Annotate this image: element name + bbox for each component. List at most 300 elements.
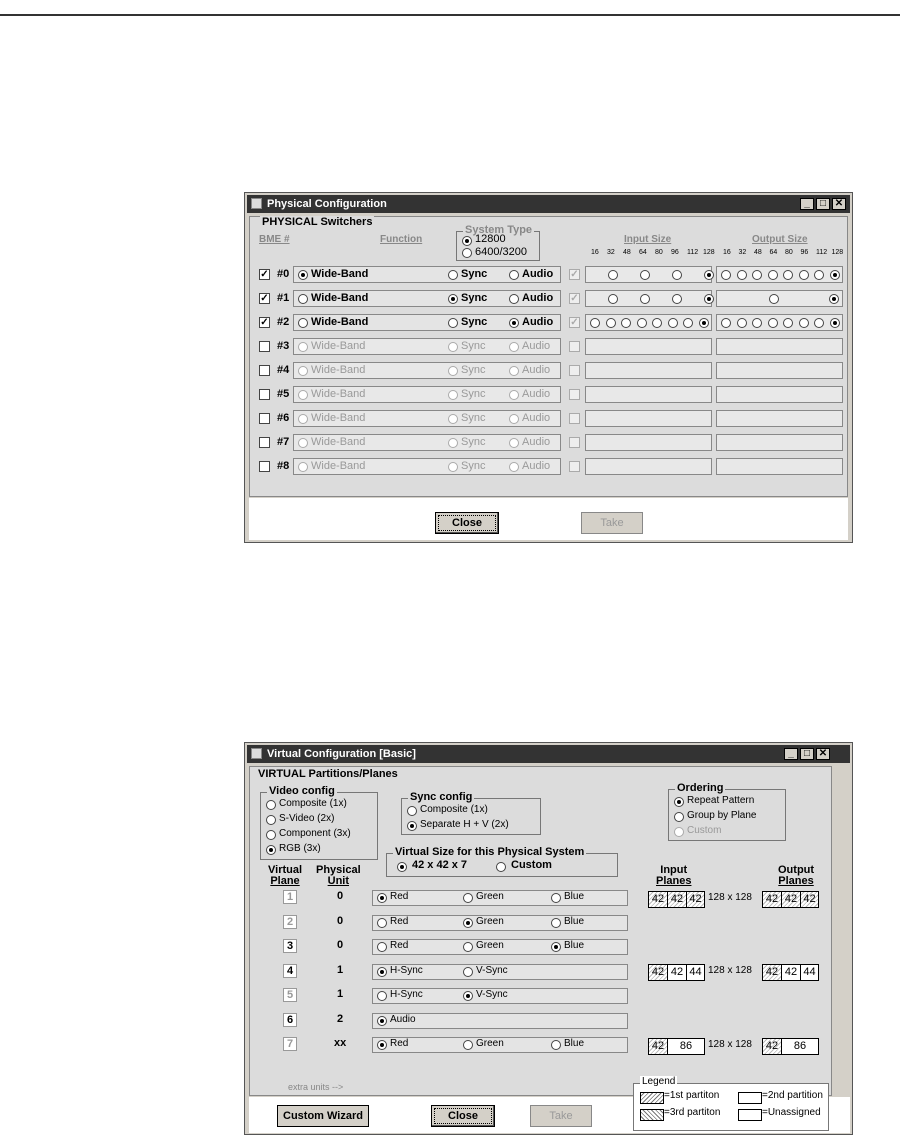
input-size-radio[interactable] xyxy=(699,318,709,328)
window-title: Physical Configuration xyxy=(267,198,387,210)
ordering-group xyxy=(668,782,786,841)
system-type-title: System Type xyxy=(465,224,533,236)
physical-unit-value: 1 xyxy=(337,963,344,976)
output-size-radio[interactable] xyxy=(829,294,839,304)
output-size-tick: 112 xyxy=(816,249,828,256)
close-button[interactable]: Close xyxy=(431,1105,495,1127)
input-enable-checkbox[interactable]: ✓ xyxy=(570,269,579,280)
legend-swatch-3rd xyxy=(640,1109,664,1121)
output-plane-cell: 42 xyxy=(801,892,818,907)
function-wide-band-label: Wide-Band xyxy=(311,388,366,400)
plane-option-label: Red xyxy=(390,1038,409,1049)
bme-id: #7 xyxy=(277,436,290,448)
plane-option-label: Red xyxy=(390,940,409,951)
input-size-radio[interactable] xyxy=(590,318,600,328)
input-size-tick: 32 xyxy=(607,249,615,256)
physical-unit-value: 2 xyxy=(337,1012,344,1025)
function-wide-band-radio[interactable] xyxy=(298,318,308,328)
bme-id: #1 xyxy=(277,292,290,304)
plane-option-label: Blue xyxy=(564,891,585,902)
function-sync-radio[interactable] xyxy=(448,462,458,472)
virtual-plane-number: 6 xyxy=(283,1013,297,1027)
function-sync-radio[interactable] xyxy=(448,342,458,352)
output-plane-cell: 42 xyxy=(763,965,782,980)
function-wide-band-radio[interactable] xyxy=(298,342,308,352)
function-audio-radio[interactable] xyxy=(509,414,519,424)
input-plane-cell: 42 xyxy=(649,892,668,907)
output-size-box xyxy=(716,314,843,331)
function-audio-label: Audio xyxy=(522,268,554,280)
output-size-header: Output Size xyxy=(752,234,808,245)
plane-assign-row xyxy=(372,988,628,1004)
virtual-config-window xyxy=(244,742,853,1135)
function-audio-label: Audio xyxy=(522,460,551,472)
bme-id: #5 xyxy=(277,388,290,400)
sync-config-title: Sync config xyxy=(410,791,473,803)
plane-size-label: 128 x 128 xyxy=(708,1039,752,1050)
bme-checkbox[interactable] xyxy=(259,341,270,352)
system-type-6400-radio[interactable] xyxy=(462,248,472,258)
input-plane-cell: 86 xyxy=(679,1040,693,1052)
window-icon xyxy=(251,748,262,759)
input-size-tick: 48 xyxy=(623,249,631,256)
input-planes-header: Input Planes xyxy=(656,864,692,887)
input-plane-cell: 42 xyxy=(649,965,668,980)
plane-assign-row xyxy=(372,964,628,980)
input-planes-box xyxy=(648,891,705,908)
page-rule xyxy=(0,14,900,16)
custom-wizard-button[interactable]: Custom Wizard xyxy=(277,1105,369,1127)
section-title: VIRTUAL Partitions/Planes xyxy=(258,768,398,780)
function-row xyxy=(293,362,561,379)
ordering-option-label: Custom xyxy=(687,825,722,836)
size-42-radio[interactable] xyxy=(397,862,407,872)
button-bar xyxy=(249,498,848,540)
output-size-tick: 80 xyxy=(785,249,793,256)
ordering-title: Ordering xyxy=(677,782,724,794)
function-wide-band-label: Wide-Band xyxy=(311,436,366,448)
plane-option-radio[interactable] xyxy=(377,967,387,977)
physical-unit-value: 0 xyxy=(337,914,344,927)
output-size-tick: 48 xyxy=(754,249,762,256)
plane-size-label: 128 x 128 xyxy=(708,965,752,976)
plane-option-radio[interactable] xyxy=(377,942,387,952)
output-plane-cell: 86 xyxy=(793,1040,807,1052)
system-type-6400-label: 6400/3200 xyxy=(475,246,527,258)
legend-unassigned: =Unassigned xyxy=(762,1107,821,1118)
bme-id: #4 xyxy=(277,364,290,376)
input-size-tick: 128 xyxy=(703,249,715,256)
plane-assign-row xyxy=(372,915,628,931)
window-title: Virtual Configuration [Basic] xyxy=(267,748,416,760)
bme-id: #2 xyxy=(277,316,290,328)
function-audio-radio[interactable] xyxy=(509,270,519,280)
input-enable-checkbox[interactable] xyxy=(569,437,580,448)
bme-checkbox[interactable]: ✓ xyxy=(260,269,269,280)
plane-option-radio[interactable] xyxy=(551,918,561,928)
input-enable-checkbox[interactable] xyxy=(569,413,580,424)
title-bar[interactable] xyxy=(247,745,850,763)
function-sync-label: Sync xyxy=(461,388,486,400)
legend-swatch-2nd xyxy=(738,1092,762,1104)
output-size-radio[interactable] xyxy=(783,318,793,328)
input-plane-cell: 42 xyxy=(649,1039,668,1054)
plane-assign-row xyxy=(372,1037,628,1053)
size-custom-radio[interactable] xyxy=(496,862,506,872)
physical-switchers-panel xyxy=(249,216,848,497)
function-audio-label: Audio xyxy=(522,412,551,424)
input-size-radio[interactable] xyxy=(704,294,714,304)
output-size-radio[interactable] xyxy=(721,318,731,328)
output-size-radio[interactable] xyxy=(783,270,793,280)
window-icon xyxy=(251,198,262,209)
plane-option-label: Red xyxy=(390,915,409,927)
function-audio-radio[interactable] xyxy=(509,318,519,328)
output-size-tick: 32 xyxy=(738,249,747,256)
function-sync-label: Sync xyxy=(461,436,486,448)
title-bar[interactable] xyxy=(247,195,850,213)
function-sync-radio[interactable] xyxy=(448,390,458,400)
output-size-box xyxy=(716,362,843,379)
virtual-plane-number: 2 xyxy=(283,915,297,929)
virtual-plane-number: 7 xyxy=(283,1037,297,1051)
legend-title: Legend xyxy=(642,1076,676,1087)
function-audio-label: Audio xyxy=(522,388,551,400)
output-size-radio[interactable] xyxy=(814,318,824,328)
plane-assign-row xyxy=(372,890,628,906)
maximize-button[interactable]: □ xyxy=(800,748,814,760)
plane-option-label: Green xyxy=(476,940,504,951)
function-audio-radio[interactable] xyxy=(509,294,519,304)
input-size-radio[interactable] xyxy=(606,318,616,328)
bme-id: #8 xyxy=(277,460,290,472)
ordering-option-radio[interactable] xyxy=(674,797,684,807)
output-size-box xyxy=(716,338,843,355)
function-sync-radio[interactable] xyxy=(448,438,458,448)
section-title: PHYSICAL Switchers xyxy=(262,216,373,228)
input-size-radio[interactable] xyxy=(668,318,678,328)
bme-checkbox[interactable] xyxy=(259,413,270,424)
input-size-box xyxy=(585,458,712,475)
input-size-radio[interactable] xyxy=(683,318,693,328)
legend-swatch-1st xyxy=(640,1092,664,1104)
output-size-box xyxy=(716,434,843,451)
output-size-radio[interactable] xyxy=(768,270,778,280)
input-size-tick: 112 xyxy=(687,249,699,256)
function-sync-label: Sync xyxy=(461,292,488,304)
virtual-size-group xyxy=(386,846,618,877)
virtual-plane-number: 4 xyxy=(283,964,297,978)
virtual-plane-number: 5 xyxy=(283,988,297,1002)
input-size-header: Input Size xyxy=(624,234,672,245)
plane-option-label: Blue xyxy=(564,915,585,927)
function-sync-label: Sync xyxy=(461,460,486,472)
take-button[interactable]: Take xyxy=(530,1105,592,1127)
plane-option-label: H-Sync xyxy=(390,964,423,976)
plane-option-radio[interactable] xyxy=(463,893,473,903)
function-wide-band-radio[interactable] xyxy=(298,390,308,400)
output-size-radio[interactable] xyxy=(830,270,840,280)
sync-config-option-radio[interactable] xyxy=(407,821,417,831)
virtual-plane-number: 1 xyxy=(283,890,297,904)
input-enable-checkbox[interactable] xyxy=(569,461,580,472)
input-size-box xyxy=(585,362,712,379)
virtual-plane-header: Virtual Plane xyxy=(268,864,303,887)
plane-option-label: Blue xyxy=(564,1038,585,1049)
function-wide-band-radio[interactable] xyxy=(298,462,308,472)
function-row xyxy=(293,458,561,475)
physical-config-window xyxy=(244,192,853,543)
input-enable-checkbox[interactable] xyxy=(569,341,580,352)
function-audio-label: Audio xyxy=(522,316,554,328)
sync-config-group xyxy=(401,791,541,835)
input-size-box xyxy=(585,266,712,283)
function-row xyxy=(293,386,561,403)
function-header: Function xyxy=(380,234,423,245)
input-size-radio[interactable] xyxy=(608,294,618,304)
function-sync-radio[interactable] xyxy=(448,270,458,280)
input-plane-cell: 42 xyxy=(668,892,687,907)
input-enable-checkbox[interactable] xyxy=(569,389,580,400)
function-wide-band-radio[interactable] xyxy=(298,438,308,448)
bme-id: #6 xyxy=(277,412,290,424)
plane-option-label: Red xyxy=(390,891,409,902)
plane-option-label: Green xyxy=(476,915,504,927)
function-audio-label: Audio xyxy=(522,340,551,352)
plane-option-radio[interactable] xyxy=(377,918,387,928)
input-size-radio[interactable] xyxy=(672,270,682,280)
plane-option-radio[interactable] xyxy=(463,942,473,952)
plane-option-radio[interactable] xyxy=(377,1040,387,1050)
bme-checkbox[interactable] xyxy=(259,389,270,400)
plane-option-label: H-Sync xyxy=(390,989,423,1000)
maximize-button[interactable]: □ xyxy=(816,198,830,210)
function-audio-radio[interactable] xyxy=(509,342,519,352)
function-audio-radio[interactable] xyxy=(509,462,519,472)
virtual-size-title: Virtual Size for this Physical System xyxy=(395,846,585,858)
plane-option-radio[interactable] xyxy=(463,991,473,1001)
input-planes-box xyxy=(648,964,705,981)
input-size-radio[interactable] xyxy=(637,318,647,328)
output-size-radio[interactable] xyxy=(752,270,762,280)
plane-option-radio[interactable] xyxy=(377,1016,387,1026)
video-config-option-radio[interactable] xyxy=(266,815,276,825)
input-size-tick: 64 xyxy=(639,249,647,256)
plane-option-radio[interactable] xyxy=(463,1040,473,1050)
function-wide-band-label: Wide-Band xyxy=(311,412,366,424)
input-size-radio[interactable] xyxy=(672,294,682,304)
plane-option-radio[interactable] xyxy=(551,893,561,903)
output-plane-cell: 42 xyxy=(782,892,801,907)
input-plane-cell: 42 xyxy=(687,892,704,907)
input-enable-checkbox[interactable]: ✓ xyxy=(570,317,579,328)
output-planes-box xyxy=(762,1038,819,1055)
input-size-box xyxy=(585,338,712,355)
plane-option-label: Audio xyxy=(390,1013,416,1025)
video-config-group xyxy=(260,785,378,860)
plane-option-label: V-Sync xyxy=(476,989,508,1000)
output-size-radio[interactable] xyxy=(830,318,840,328)
output-size-box xyxy=(716,410,843,427)
physical-unit-value: 0 xyxy=(337,890,344,902)
output-planes-box xyxy=(762,891,819,908)
close-button[interactable]: Close xyxy=(435,512,499,534)
legend xyxy=(633,1076,829,1131)
plane-assign-row xyxy=(372,939,628,955)
function-row xyxy=(293,266,561,283)
function-row xyxy=(293,410,561,427)
ordering-option-label: Group by Plane xyxy=(687,810,757,821)
bme-header: BME # xyxy=(259,234,290,245)
plane-option-radio[interactable] xyxy=(551,1040,561,1050)
ordering-option-radio[interactable] xyxy=(674,812,684,822)
function-sync-label: Sync xyxy=(461,340,486,352)
output-size-radio[interactable] xyxy=(814,270,824,280)
function-sync-radio[interactable] xyxy=(448,294,458,304)
size-custom-label: Custom xyxy=(511,859,552,871)
system-type-12800-radio[interactable] xyxy=(462,236,472,246)
input-planes-box xyxy=(648,1038,705,1055)
function-wide-band-radio[interactable] xyxy=(298,366,308,376)
video-config-option-label: Composite (1x) xyxy=(279,798,347,809)
output-size-tick: 128 xyxy=(831,249,844,256)
sync-config-option-label: Composite (1x) xyxy=(420,804,488,815)
bme-checkbox[interactable]: ✓ xyxy=(260,317,269,328)
virtual-planes-panel xyxy=(249,766,832,1096)
input-size-radio[interactable] xyxy=(608,270,618,280)
function-row xyxy=(293,434,561,451)
legend-1st: =1st partiton xyxy=(664,1090,720,1101)
function-sync-radio[interactable] xyxy=(448,414,458,424)
system-type-group xyxy=(456,224,540,261)
output-size-box xyxy=(716,290,843,307)
video-config-option-radio[interactable] xyxy=(266,830,276,840)
function-wide-band-label: Wide-Band xyxy=(311,292,369,304)
ordering-option-label: Repeat Pattern xyxy=(687,795,755,806)
input-size-box xyxy=(585,386,712,403)
function-sync-label: Sync xyxy=(461,268,488,280)
input-size-box xyxy=(585,314,712,331)
input-size-radio[interactable] xyxy=(652,318,662,328)
bme-checkbox[interactable] xyxy=(259,461,270,472)
video-config-option-radio[interactable] xyxy=(266,800,276,810)
size-42-label: 42 x 42 x 7 xyxy=(412,859,468,871)
close-window-button[interactable]: ✕ xyxy=(816,748,830,760)
function-sync-radio[interactable] xyxy=(448,318,458,328)
function-wide-band-radio[interactable] xyxy=(298,270,308,280)
plane-size-label: 128 x 128 xyxy=(708,892,752,903)
plane-option-label: Green xyxy=(476,1038,504,1049)
output-planes-header: Output Planes xyxy=(778,864,815,887)
plane-option-radio[interactable] xyxy=(463,967,473,977)
output-size-tick: 64 xyxy=(769,249,778,256)
input-size-tick: 80 xyxy=(655,249,663,256)
bme-checkbox[interactable] xyxy=(259,437,270,448)
output-size-radio[interactable] xyxy=(737,318,747,328)
close-window-button[interactable]: ✕ xyxy=(832,198,846,210)
sync-config-option-label: Separate H + V (2x) xyxy=(420,819,509,830)
minimize-button[interactable]: _ xyxy=(800,198,814,210)
function-sync-label: Sync xyxy=(461,364,486,376)
virtual-plane-number: 3 xyxy=(283,939,297,953)
function-wide-band-radio[interactable] xyxy=(298,294,308,304)
output-size-radio[interactable] xyxy=(769,294,779,304)
plane-option-label: Blue xyxy=(564,940,585,951)
plane-option-label: Green xyxy=(476,891,504,902)
input-size-radio[interactable] xyxy=(640,294,650,304)
plane-option-radio[interactable] xyxy=(463,918,473,928)
input-plane-cell: 44 xyxy=(689,966,702,978)
video-config-title: Video config xyxy=(269,785,335,797)
physical-unit-value: 1 xyxy=(337,988,344,1000)
output-size-box xyxy=(716,266,843,283)
input-enable-checkbox[interactable]: ✓ xyxy=(570,293,579,304)
bme-checkbox[interactable] xyxy=(259,365,270,376)
video-config-option-label: RGB (3x) xyxy=(279,843,321,854)
input-size-tick: 96 xyxy=(671,249,679,256)
bme-checkbox[interactable]: ✓ xyxy=(260,293,269,304)
input-enable-checkbox[interactable] xyxy=(569,365,580,376)
plane-assign-row xyxy=(372,1013,628,1029)
output-size-radio[interactable] xyxy=(799,318,809,328)
function-row xyxy=(293,290,561,307)
video-config-option-label: Component (3x) xyxy=(279,828,351,839)
ordering-option-radio[interactable] xyxy=(674,827,684,837)
function-audio-label: Audio xyxy=(522,364,551,376)
plane-option-radio[interactable] xyxy=(377,991,387,1001)
legend-swatch-unassigned xyxy=(738,1109,762,1121)
sync-config-option-radio[interactable] xyxy=(407,806,417,816)
bme-id: #0 xyxy=(277,268,290,280)
function-audio-radio[interactable] xyxy=(509,390,519,400)
output-plane-cell: 42 xyxy=(763,892,782,907)
function-wide-band-radio[interactable] xyxy=(298,414,308,424)
input-size-box xyxy=(585,290,712,307)
function-audio-radio[interactable] xyxy=(509,366,519,376)
video-config-option-label: S-Video (2x) xyxy=(279,813,335,824)
plane-option-radio[interactable] xyxy=(551,942,561,952)
function-audio-label: Audio xyxy=(522,292,554,304)
function-audio-radio[interactable] xyxy=(509,438,519,448)
output-size-radio[interactable] xyxy=(768,318,778,328)
output-size-radio[interactable] xyxy=(752,318,762,328)
input-size-radio[interactable] xyxy=(621,318,631,328)
physical-unit-header: Physical Unit xyxy=(316,864,361,887)
plane-option-radio[interactable] xyxy=(377,893,387,903)
input-size-radio[interactable] xyxy=(704,270,714,280)
output-size-radio[interactable] xyxy=(737,270,747,280)
function-wide-band-label: Wide-Band xyxy=(311,268,369,280)
output-size-box xyxy=(716,458,843,475)
input-size-box xyxy=(585,410,712,427)
take-button[interactable]: Take xyxy=(581,512,643,534)
bme-id: #3 xyxy=(277,340,290,352)
output-size-tick: 96 xyxy=(800,249,809,256)
extra-units-label: extra units --> xyxy=(288,1082,344,1092)
output-size-radio[interactable] xyxy=(799,270,809,280)
function-wide-band-label: Wide-Band xyxy=(311,316,369,328)
input-size-radio[interactable] xyxy=(640,270,650,280)
output-plane-cell: 44 xyxy=(803,966,816,978)
output-planes-box xyxy=(762,964,819,981)
function-row xyxy=(293,314,561,331)
minimize-button[interactable]: _ xyxy=(784,748,798,760)
output-size-radio[interactable] xyxy=(721,270,731,280)
function-sync-radio[interactable] xyxy=(448,366,458,376)
function-audio-label: Audio xyxy=(522,436,551,448)
system-type-12800-label: 12800 xyxy=(475,233,506,245)
video-config-option-radio[interactable] xyxy=(266,845,276,855)
